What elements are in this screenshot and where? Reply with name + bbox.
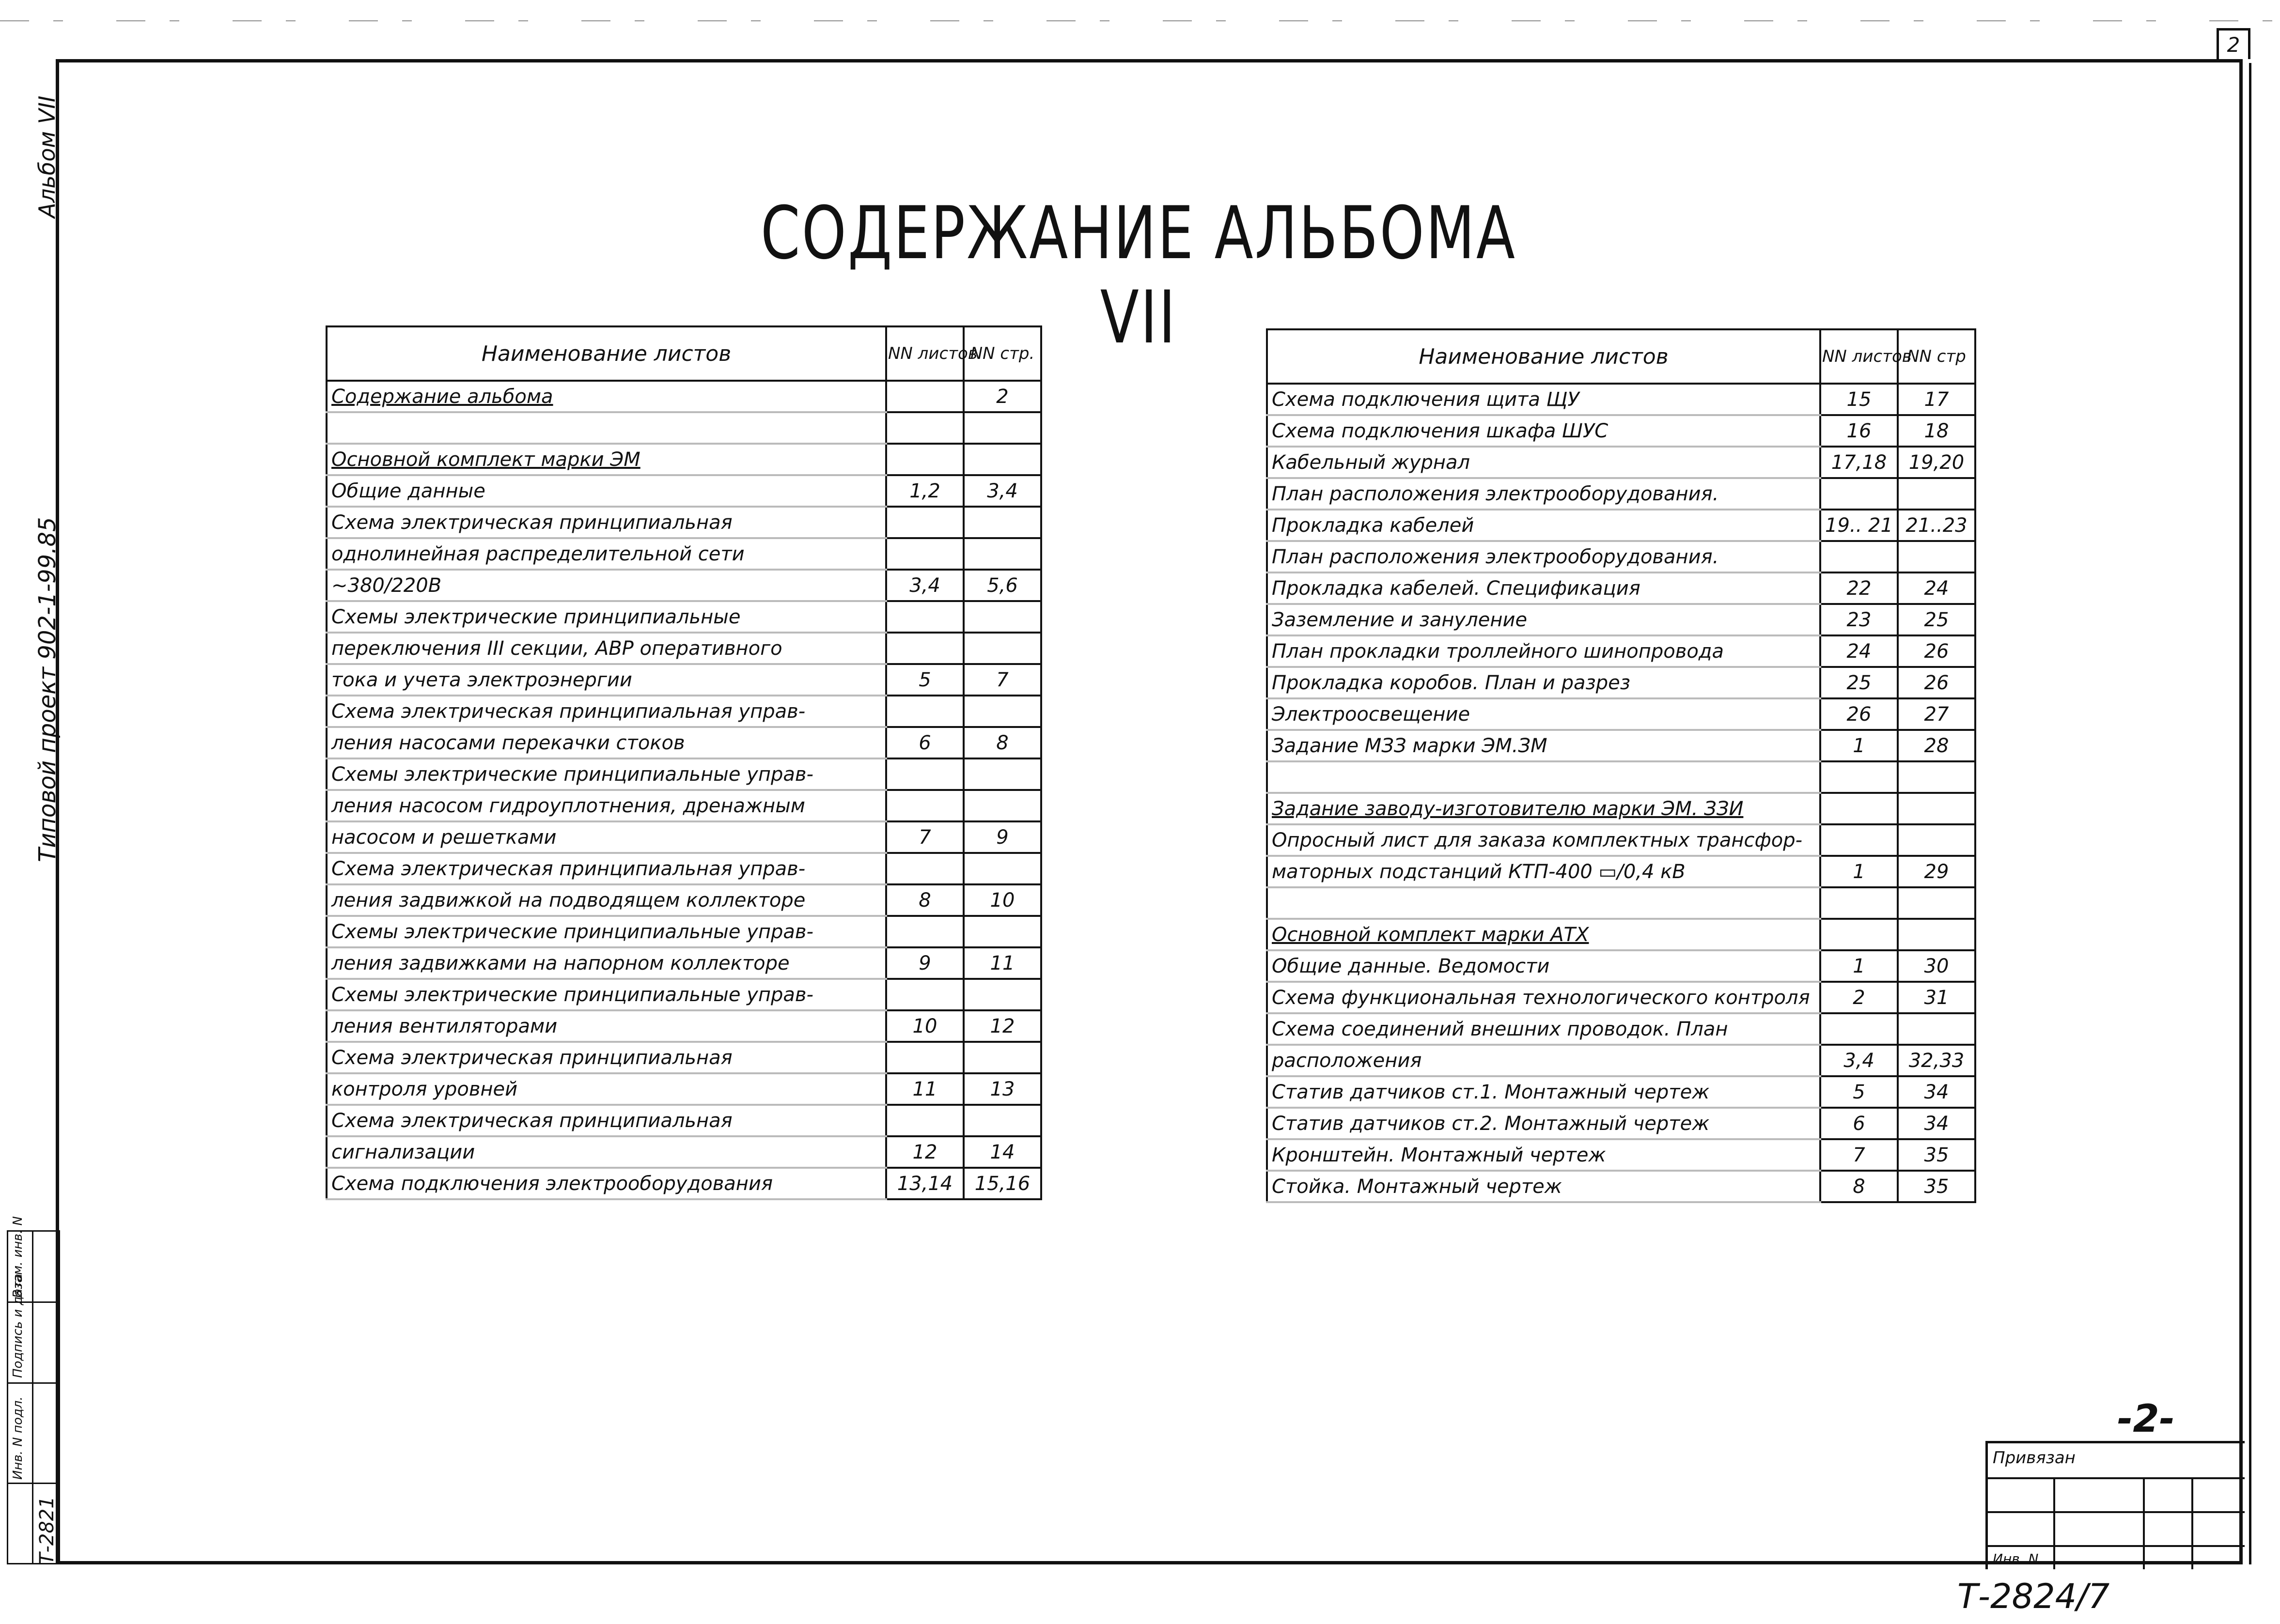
binding-stamp: [1985, 1441, 2245, 1569]
table-row: [1267, 982, 1975, 1013]
table-row: [1267, 887, 1975, 919]
header-pages: NN стр.: [964, 326, 1041, 381]
left-stamp-replace: Взам. инв. N: [11, 1216, 25, 1298]
row-name: Схема электрическая принципиальная управ-: [327, 853, 886, 884]
row-name: Прокладка кабелей: [1267, 510, 1820, 541]
row-sheets: [886, 412, 964, 444]
row-pages: [964, 538, 1041, 570]
row-pages: [964, 916, 1041, 947]
row-sheets: [1820, 478, 1898, 510]
row-pages: 5,6: [964, 570, 1041, 601]
row-sheets: 1,2: [886, 475, 964, 507]
row-name: ления вентиляторами: [327, 1010, 886, 1042]
row-pages: 2: [964, 381, 1041, 412]
row-name: Схема электрическая принципиальная: [327, 1042, 886, 1073]
row-name: контроля уровней: [327, 1073, 886, 1105]
table-row: [327, 538, 1041, 570]
table-row: [327, 381, 1041, 412]
row-name: Задание заводу-изготовителю марки ЭМ. ЗЗИ: [1267, 793, 1820, 824]
table-row: [1267, 1139, 1975, 1171]
row-sheets: [886, 853, 964, 884]
row-pages: [964, 412, 1041, 444]
table-row: [1267, 1108, 1975, 1139]
row-sheets: 6: [1820, 1108, 1898, 1139]
row-sheets: 26: [1820, 698, 1898, 730]
row-name: ления насосами перекачки стоков: [327, 727, 886, 758]
row-name: переключения III секции, АВР оперативного: [327, 633, 886, 664]
row-pages: 34: [1898, 1108, 1975, 1139]
row-name: Содержание альбома: [327, 381, 886, 412]
row-name: ления задвижками на напорном коллекторе: [327, 947, 886, 979]
row-name: Схема функциональная технологического контроля: [1267, 982, 1820, 1013]
header-sheets: NN листов: [886, 326, 964, 381]
row-name: Схема электрическая принципиальная управ-: [327, 696, 886, 727]
table-row: [1267, 572, 1975, 604]
row-pages: 29: [1898, 856, 1975, 887]
row-name: Электроосвещение: [1267, 698, 1820, 730]
table-row: [1267, 698, 1975, 730]
row-name: Задание МЗЗ марки ЭМ.ЗМ: [1267, 730, 1820, 761]
row-name: Прокладка кабелей. Спецификация: [1267, 572, 1820, 604]
row-pages: 26: [1898, 667, 1975, 698]
row-pages: [1898, 793, 1975, 824]
row-pages: 3,4: [964, 475, 1041, 507]
table-row: [1267, 1045, 1975, 1076]
table-row: [327, 790, 1041, 821]
row-pages: 7: [964, 664, 1041, 696]
row-pages: [964, 1042, 1041, 1073]
row-sheets: 24: [1820, 635, 1898, 667]
left-stamp-code: Т-2821: [36, 1496, 58, 1564]
row-pages: 28: [1898, 730, 1975, 761]
row-pages: [964, 601, 1041, 633]
row-sheets: [886, 633, 964, 664]
table-row: [327, 1105, 1041, 1136]
row-sheets: 13,14: [886, 1168, 964, 1199]
row-sheets: 1: [1820, 730, 1898, 761]
table-row: [1267, 856, 1975, 887]
row-pages: 10: [964, 884, 1041, 916]
table-row: [1267, 1013, 1975, 1045]
row-name: Стойка. Монтажный чертеж: [1267, 1171, 1820, 1202]
row-pages: 11: [964, 947, 1041, 979]
row-pages: 27: [1898, 698, 1975, 730]
left-side-stamp: [7, 1216, 60, 1564]
table-header-row: [1267, 329, 1975, 384]
row-sheets: [886, 916, 964, 947]
row-pages: [1898, 1013, 1975, 1045]
table-row: [327, 979, 1041, 1010]
row-pages: [1898, 541, 1975, 572]
row-name: Кронштейн. Монтажный чертеж: [1267, 1139, 1820, 1171]
row-sheets: [886, 601, 964, 633]
table-row: [327, 758, 1041, 790]
row-sheets: 1: [1820, 950, 1898, 982]
page-title: СОДЕРЖАНИЕ АЛЬБОМА VII: [760, 191, 1517, 360]
row-name: Схема подключения электрооборудования: [327, 1168, 886, 1199]
table-row: [1267, 415, 1975, 447]
row-pages: [964, 444, 1041, 475]
table-row: [327, 1136, 1041, 1168]
table-row: [1267, 1076, 1975, 1108]
row-pages: [964, 790, 1041, 821]
row-name: Основной комплект марки АТХ: [1267, 919, 1820, 950]
row-sheets: 7: [1820, 1139, 1898, 1171]
row-sheets: [886, 790, 964, 821]
row-name: тока и учета электроэнергии: [327, 664, 886, 696]
row-pages: 34: [1898, 1076, 1975, 1108]
table-row: [1267, 510, 1975, 541]
sheet-number-box: 2: [2217, 28, 2250, 59]
left-stamp-sign: Подпись и дата: [11, 1273, 25, 1378]
row-name: План расположения электрооборудования.: [1267, 478, 1820, 510]
row-name: Опросный лист для заказа комплектных трансфор-: [1267, 824, 1820, 856]
row-sheets: 12: [886, 1136, 964, 1168]
table-row: [327, 570, 1041, 601]
row-name: ления насосом гидроуплотнения, дренажным: [327, 790, 886, 821]
row-sheets: 15: [1820, 384, 1898, 415]
row-name: Схемы электрические принципиальные управ-: [327, 758, 886, 790]
row-pages: 21..23: [1898, 510, 1975, 541]
header-name: Наименование листов: [327, 326, 886, 381]
table-row: [1267, 793, 1975, 824]
row-sheets: 7: [886, 821, 964, 853]
row-sheets: [886, 696, 964, 727]
table-row: [327, 601, 1041, 633]
left-stamp-inv: Инв. N подл.: [11, 1396, 25, 1480]
row-name: [1267, 887, 1820, 919]
side-project-label: Типовой проект 902-1-99.85: [34, 517, 61, 862]
table-row: [327, 1010, 1041, 1042]
row-name: Схема соединений внешних проводок. План: [1267, 1013, 1820, 1045]
row-sheets: [1820, 761, 1898, 793]
row-name: Общие данные. Ведомости: [1267, 950, 1820, 982]
table-row: [327, 1042, 1041, 1073]
row-sheets: [886, 507, 964, 538]
row-sheets: 5: [1820, 1076, 1898, 1108]
row-pages: [1898, 761, 1975, 793]
row-pages: 8: [964, 727, 1041, 758]
row-name: Схема подключения щита ЩУ: [1267, 384, 1820, 415]
row-name: Схема электрическая принципиальная: [327, 1105, 886, 1136]
row-pages: 17: [1898, 384, 1975, 415]
row-name: Схемы электрические принципиальные управ-: [327, 916, 886, 947]
table-row: [327, 1168, 1041, 1199]
row-sheets: [886, 979, 964, 1010]
row-pages: 35: [1898, 1171, 1975, 1202]
left-contents-table: [326, 325, 1042, 1200]
row-pages: 26: [1898, 635, 1975, 667]
row-name: сигнализации: [327, 1136, 886, 1168]
table-row: [1267, 919, 1975, 950]
table-row: [327, 475, 1041, 507]
row-pages: 30: [1898, 950, 1975, 982]
row-pages: [1898, 824, 1975, 856]
table-row: [327, 884, 1041, 916]
table-row: [1267, 384, 1975, 415]
row-name: ления задвижкой на подводящем коллекторе: [327, 884, 886, 916]
row-pages: 15,16: [964, 1168, 1041, 1199]
row-pages: [1898, 887, 1975, 919]
row-pages: [1898, 919, 1975, 950]
row-pages: [964, 696, 1041, 727]
table-row: [327, 1073, 1041, 1105]
row-name: расположения: [1267, 1045, 1820, 1076]
table-row: [327, 444, 1041, 475]
row-name: Прокладка коробов. План и разрез: [1267, 667, 1820, 698]
table-row: [1267, 635, 1975, 667]
table-row: [327, 821, 1041, 853]
row-pages: 35: [1898, 1139, 1975, 1171]
row-sheets: [1820, 1013, 1898, 1045]
row-pages: [964, 507, 1041, 538]
table-row: [1267, 447, 1975, 478]
row-pages: [964, 1105, 1041, 1136]
row-pages: 31: [1898, 982, 1975, 1013]
row-pages: 18: [1898, 415, 1975, 447]
table-row: [327, 507, 1041, 538]
row-name: [1267, 761, 1820, 793]
table-row: [1267, 761, 1975, 793]
row-pages: 12: [964, 1010, 1041, 1042]
row-name: План прокладки троллейного шинопровода: [1267, 635, 1820, 667]
row-sheets: 3,4: [1820, 1045, 1898, 1076]
row-sheets: [1820, 887, 1898, 919]
table-row: [1267, 478, 1975, 510]
row-pages: [1898, 478, 1975, 510]
right-table-body: [1267, 384, 1975, 1202]
row-pages: 24: [1898, 572, 1975, 604]
table-row: [1267, 604, 1975, 635]
row-sheets: [1820, 541, 1898, 572]
row-name: Кабельный журнал: [1267, 447, 1820, 478]
header-sheets: NN листов: [1820, 329, 1898, 384]
header-pages: NN стр: [1898, 329, 1975, 384]
stamp-inv-label: Инв. N: [1993, 1551, 2039, 1567]
row-name: маторных подстанций КТП-400 ▭/0,4 кВ: [1267, 856, 1820, 887]
row-pages: [964, 758, 1041, 790]
row-sheets: [1820, 824, 1898, 856]
row-pages: 14: [964, 1136, 1041, 1168]
row-name: [327, 412, 886, 444]
table-row: [327, 916, 1041, 947]
row-sheets: [886, 1105, 964, 1136]
table-row: [1267, 824, 1975, 856]
row-name: Статив датчиков ст.2. Монтажный чертеж: [1267, 1108, 1820, 1139]
row-pages: [964, 979, 1041, 1010]
table-row: [1267, 730, 1975, 761]
row-sheets: 2: [1820, 982, 1898, 1013]
stamp-label: Привязан: [1993, 1448, 2076, 1468]
left-table-body: [327, 381, 1041, 1199]
row-pages: 13: [964, 1073, 1041, 1105]
top-edge-marks: [0, 20, 2280, 21]
table-row: [1267, 950, 1975, 982]
table-header-row: [327, 326, 1041, 381]
row-sheets: 25: [1820, 667, 1898, 698]
row-sheets: [886, 381, 964, 412]
row-sheets: 19.. 21: [1820, 510, 1898, 541]
row-pages: 19,20: [1898, 447, 1975, 478]
frame-outer-line: [2249, 63, 2251, 1564]
row-sheets: 8: [886, 884, 964, 916]
table-row: [1267, 541, 1975, 572]
table-row: [327, 633, 1041, 664]
row-name: Схемы электрические принципиальные управ-: [327, 979, 886, 1010]
row-pages: 32,33: [1898, 1045, 1975, 1076]
row-sheets: [1820, 793, 1898, 824]
row-name: Схема электрическая принципиальная: [327, 507, 886, 538]
row-sheets: 8: [1820, 1171, 1898, 1202]
row-sheets: [886, 758, 964, 790]
row-name: Основной комплект марки ЭМ: [327, 444, 886, 475]
row-sheets: 11: [886, 1073, 964, 1105]
row-name: Статив датчиков ст.1. Монтажный чертеж: [1267, 1076, 1820, 1108]
side-album-label: Альбом VII: [34, 95, 60, 218]
row-sheets: 16: [1820, 415, 1898, 447]
table-row: [327, 947, 1041, 979]
document-code: Т-2824/7: [1957, 1577, 2110, 1616]
row-sheets: 22: [1820, 572, 1898, 604]
row-sheets: 23: [1820, 604, 1898, 635]
row-sheets: [1820, 919, 1898, 950]
page-marker: -2-: [2117, 1397, 2175, 1441]
table-row: [327, 727, 1041, 758]
table-row: [327, 853, 1041, 884]
row-pages: [964, 633, 1041, 664]
row-sheets: [886, 444, 964, 475]
row-pages: 9: [964, 821, 1041, 853]
row-sheets: [886, 538, 964, 570]
row-sheets: 3,4: [886, 570, 964, 601]
table-row: [1267, 667, 1975, 698]
table-row: [327, 664, 1041, 696]
table-row: [1267, 1171, 1975, 1202]
row-sheets: 9: [886, 947, 964, 979]
row-sheets: 6: [886, 727, 964, 758]
row-sheets: 17,18: [1820, 447, 1898, 478]
row-sheets: [886, 1042, 964, 1073]
row-sheets: 5: [886, 664, 964, 696]
row-pages: 25: [1898, 604, 1975, 635]
row-name: Общие данные: [327, 475, 886, 507]
header-name: Наименование листов: [1267, 329, 1820, 384]
table-row: [327, 696, 1041, 727]
row-name: План расположения электрооборудования.: [1267, 541, 1820, 572]
row-sheets: 10: [886, 1010, 964, 1042]
row-pages: [964, 853, 1041, 884]
right-contents-table: [1266, 328, 1976, 1203]
table-row: [327, 412, 1041, 444]
row-name: насосом и решетками: [327, 821, 886, 853]
row-name: Схемы электрические принципиальные: [327, 601, 886, 633]
row-sheets: 1: [1820, 856, 1898, 887]
row-name: Схема подключения шкафа ШУС: [1267, 415, 1820, 447]
row-name: однолинейная распределительной сети: [327, 538, 886, 570]
row-name: ~380/220В: [327, 570, 886, 601]
row-name: Заземление и зануление: [1267, 604, 1820, 635]
